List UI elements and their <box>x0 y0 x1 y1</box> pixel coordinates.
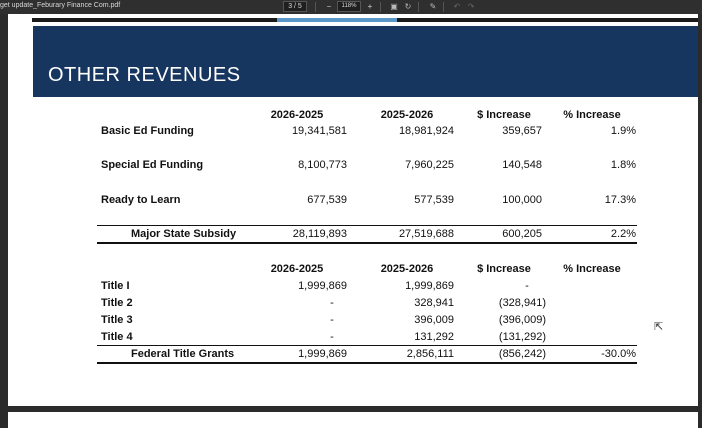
total-cell: 1,999,869 <box>298 348 347 360</box>
table-cell: - <box>330 331 334 343</box>
page-number-input[interactable]: 3 / 5 <box>283 1 307 12</box>
total-cell: -30.0% <box>601 348 636 360</box>
redo-icon[interactable]: ↷ <box>467 2 475 11</box>
row-label: Title 4 <box>101 331 133 343</box>
table-cell: 359,657 <box>502 125 542 137</box>
table-cell: - <box>525 280 529 292</box>
draw-icon[interactable]: ✎ <box>429 2 437 11</box>
table-cell: (328,941) <box>498 297 546 309</box>
table-cell: 18,981,924 <box>398 125 454 137</box>
total-label: Federal Title Grants <box>131 348 235 360</box>
table-cell: 677,539 <box>307 194 347 206</box>
table-cell: 1.8% <box>610 159 636 171</box>
row-label: Title 3 <box>101 314 133 326</box>
total-cell: 27,519,688 <box>398 228 454 240</box>
row-label: Title 2 <box>101 297 133 309</box>
column-header: % Increase <box>563 263 621 275</box>
total-cell: 600,205 <box>502 228 542 240</box>
undo-icon[interactable]: ↶ <box>453 2 461 11</box>
column-header: $ Increase <box>477 109 531 121</box>
total-cell: (856,242) <box>498 348 546 360</box>
zoom-level-input[interactable]: 118% <box>337 1 361 12</box>
row-label: Basic Ed Funding <box>101 125 194 137</box>
total-cell: 2.2% <box>610 228 636 240</box>
column-header: 2026-2025 <box>270 109 324 121</box>
row-label: Special Ed Funding <box>101 159 204 171</box>
table-cell: - <box>330 314 334 326</box>
table-cell: 1,999,869 <box>405 280 454 292</box>
row-label: Title I <box>101 280 130 292</box>
table-cell: 328,941 <box>414 297 454 309</box>
table-cell: - <box>330 297 334 309</box>
row-label: Ready to Learn <box>101 194 181 206</box>
zoom-out-button[interactable]: − <box>326 2 332 11</box>
table-cell: 7,960,225 <box>405 159 454 171</box>
fit-page-icon[interactable]: ▣ <box>390 2 398 11</box>
column-header: 2025-2026 <box>380 109 434 121</box>
table-cell: 1.9% <box>610 125 636 137</box>
column-header: 2025-2026 <box>380 263 434 275</box>
next-pdf-page <box>8 412 698 428</box>
column-header: 2026-2025 <box>270 263 324 275</box>
table-cell: 131,292 <box>414 331 454 343</box>
total-cell: 2,856,111 <box>406 348 454 360</box>
column-header: $ Increase <box>477 263 531 275</box>
table-cell: 19,341,581 <box>291 125 347 137</box>
table-cell: 100,000 <box>502 194 542 206</box>
file-name: get update_Feburary Finance Com.pdf <box>0 2 121 9</box>
mouse-cursor-icon: ⇱ <box>654 321 664 333</box>
rotate-icon[interactable]: ↻ <box>404 2 412 11</box>
table-cell: 577,539 <box>414 194 454 206</box>
table-cell: 8,100,773 <box>298 159 347 171</box>
total-double-rule <box>97 362 637 364</box>
total-label: Major State Subsidy <box>131 228 237 240</box>
table-cell: 140,548 <box>502 159 542 171</box>
column-header: % Increase <box>563 109 621 121</box>
table-cell: 1,999,869 <box>298 280 347 292</box>
total-cell: 28,119,893 <box>292 228 347 240</box>
table-cell: (131,292) <box>498 331 546 343</box>
page-title: OTHER REVENUES <box>48 64 241 86</box>
table-cell: (396,009) <box>498 314 546 326</box>
table-cell: 17.3% <box>604 194 636 206</box>
zoom-in-button[interactable]: + <box>367 2 373 11</box>
table-cell: 396,009 <box>414 314 454 326</box>
total-rule <box>97 345 637 346</box>
